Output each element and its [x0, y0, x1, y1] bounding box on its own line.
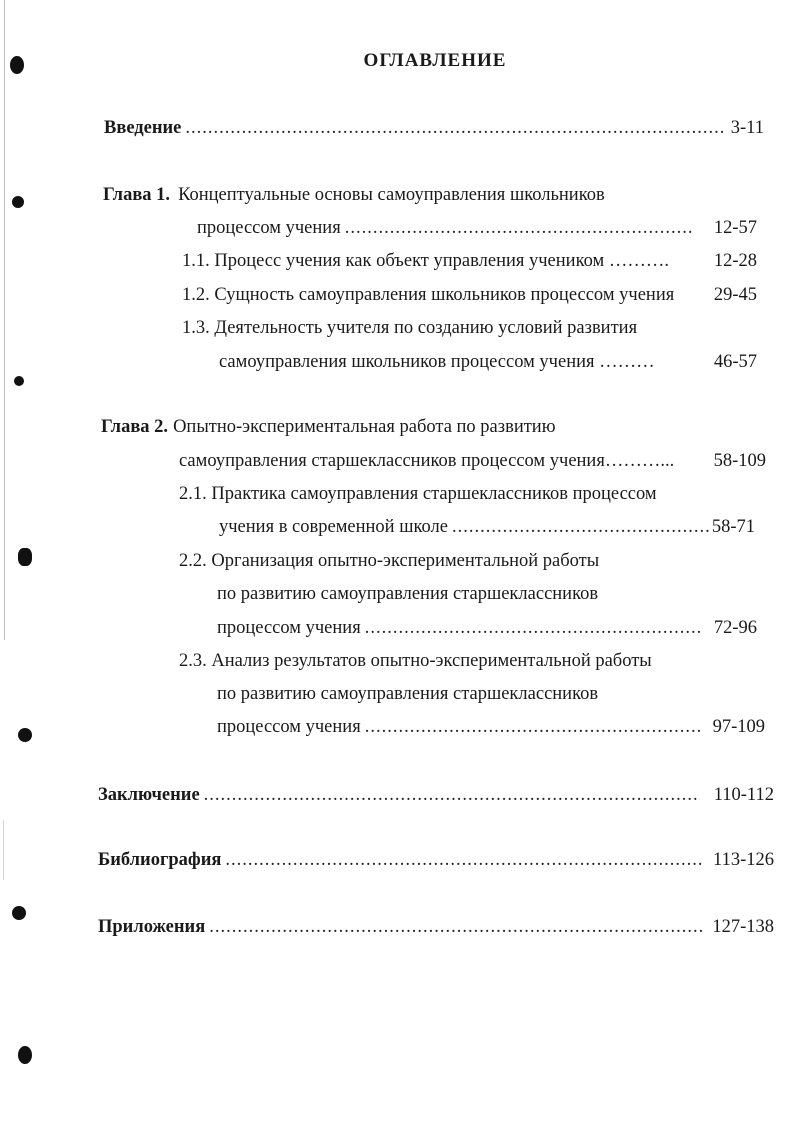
- toc-label: Введение: [104, 118, 182, 138]
- chapter-title: процессом учения: [197, 218, 341, 238]
- toc-entry-section-2-1-line1: [179, 482, 739, 506]
- dot-leader: [365, 715, 703, 739]
- toc-entry-section-2-3: [217, 715, 765, 739]
- section-title: 2.2. Организация опытно-экспериментальной работы: [179, 551, 600, 571]
- punch-hole-mark: [18, 548, 32, 566]
- toc-entry-bibliography: [98, 848, 774, 872]
- section-title: 1.1. Процесс учения как объект управления учеником ……….: [182, 251, 669, 271]
- toc-pages: 58-109: [713, 451, 766, 471]
- section-title: 1.3. Деятельность учителя по созданию условий развития: [182, 318, 638, 338]
- section-title: процессом учения: [217, 618, 361, 638]
- chapter-title: Концептуальные основы самоуправления школьников: [178, 185, 605, 205]
- toc-entry-section-2-1: [219, 515, 755, 539]
- toc-label: Заключение: [98, 785, 200, 805]
- toc-entry-section-1-1: [182, 249, 757, 273]
- section-title: самоуправления школьников процессом учения ………: [219, 352, 655, 372]
- section-title: процессом учения: [217, 717, 361, 737]
- section-title: по развитию самоуправления старшеклассников: [217, 684, 599, 704]
- page-title: ОГЛАВЛЕНИЕ: [363, 50, 507, 71]
- dot-leader: [209, 915, 702, 939]
- section-title: 2.1. Практика самоуправления старшеклассников процессом: [179, 484, 657, 504]
- toc-chapter-1-title: [103, 183, 703, 207]
- toc-entry-section-2-2: [217, 616, 757, 640]
- toc-entry-section-2-3-line2: [217, 682, 757, 706]
- toc-label: Библиография: [98, 850, 222, 870]
- toc-pages: 12-57: [713, 218, 757, 238]
- punch-hole-mark: [12, 906, 26, 920]
- toc-entry-section-2-2-line1: [179, 549, 739, 573]
- toc-entry-chapter-2: [179, 449, 766, 473]
- dot-leader: [452, 515, 710, 539]
- toc-entry-section-1-2: [182, 283, 757, 307]
- toc-entry-chapter-1: [197, 216, 757, 240]
- toc-entry-section-1-3-line1: [182, 316, 757, 340]
- toc-entry-section-2-3-line1: [179, 649, 759, 673]
- dot-leader: [225, 848, 703, 872]
- toc-pages: 46-57: [713, 352, 757, 372]
- dot-leader: [345, 216, 694, 240]
- dot-leader: [365, 616, 702, 640]
- toc-pages: 29-45: [713, 285, 757, 305]
- section-title: 2.3. Анализ результатов опытно-экспериментальной работы: [179, 651, 652, 671]
- chapter-label: Глава 2.: [101, 417, 169, 437]
- toc-entry-intro: [104, 116, 764, 140]
- toc-entry-section-1-3: [219, 350, 757, 374]
- toc-pages: 58-71: [711, 517, 755, 537]
- dot-leader: [204, 783, 700, 807]
- section-title: по развитию самоуправления старшеклассников: [217, 584, 599, 604]
- toc-pages: 72-96: [713, 618, 757, 638]
- punch-hole-mark: [12, 196, 24, 208]
- chapter-title: Опытно-экспериментальная работа по развитию: [173, 417, 556, 437]
- section-title: 1.2. Сущность самоуправления школьников процессом учения: [182, 285, 675, 305]
- toc-pages: 12-28: [713, 251, 757, 271]
- toc-pages: 113-126: [713, 850, 774, 870]
- scan-edge-line: [4, 0, 5, 640]
- toc-chapter-2-title: [101, 415, 701, 439]
- chapter-label: Глава 1.: [103, 185, 171, 205]
- section-title: учения в современной школе: [219, 517, 448, 537]
- chapter-title: самоуправления старшеклассников процессом учения………...: [179, 451, 675, 471]
- toc-entry-section-2-2-line2: [217, 582, 757, 606]
- punch-hole-mark: [18, 728, 32, 742]
- toc-entry-conclusion: [98, 783, 774, 807]
- punch-hole-mark: [14, 376, 24, 386]
- scan-edge-line: [3, 820, 4, 880]
- punch-hole-mark: [18, 1046, 32, 1064]
- toc-pages: 97-109: [712, 717, 765, 737]
- toc-pages: 127-138: [712, 917, 774, 937]
- toc-pages: 110-112: [713, 785, 774, 805]
- toc-label: Приложения: [98, 917, 206, 937]
- toc-pages: 3-11: [730, 118, 764, 138]
- toc-entry-appendices: [98, 915, 774, 939]
- dot-leader: [185, 116, 724, 140]
